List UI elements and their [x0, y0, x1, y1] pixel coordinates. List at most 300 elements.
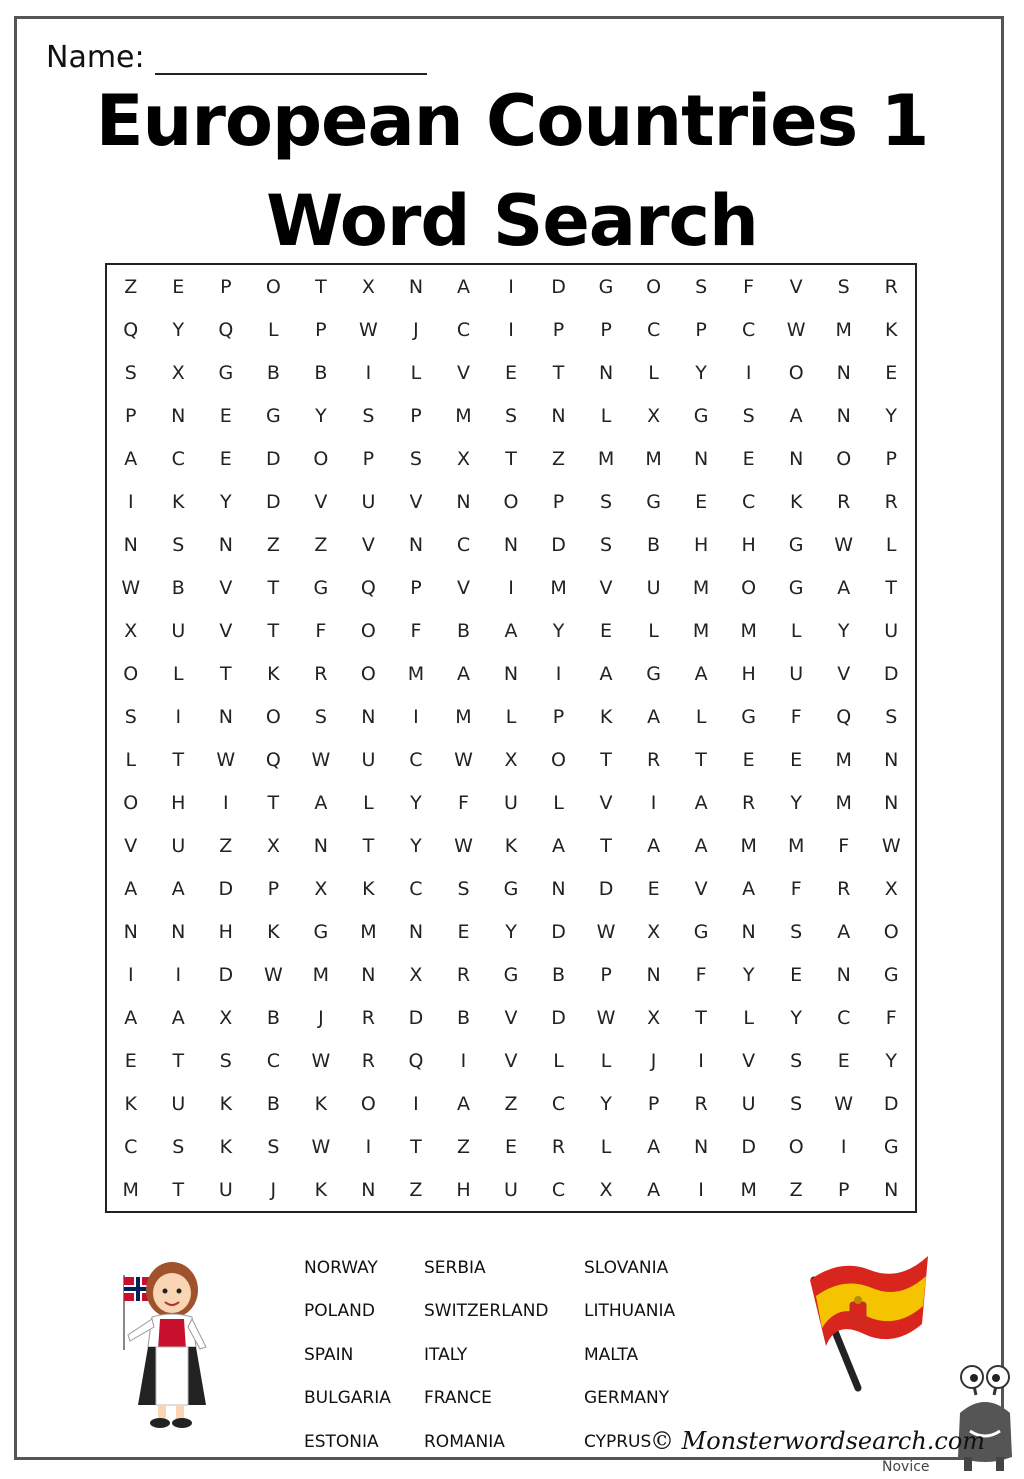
grid-letter[interactable]: S [124, 705, 137, 728]
grid-letter[interactable]: S [695, 275, 708, 298]
grid-letter[interactable]: I [650, 791, 657, 814]
grid-letter[interactable]: K [314, 1178, 328, 1201]
grid-letter[interactable]: A [552, 834, 566, 857]
grid-letter[interactable]: R [456, 963, 471, 986]
grid-letter[interactable]: O [788, 1135, 804, 1158]
grid-letter[interactable]: M [122, 1178, 139, 1201]
grid-letter[interactable]: S [172, 1135, 185, 1158]
grid-letter[interactable]: U [504, 791, 518, 814]
grid-letter[interactable]: P [315, 318, 327, 341]
grid-letter[interactable]: T [267, 791, 280, 814]
grid-letter[interactable]: R [837, 877, 851, 900]
grid-letter[interactable]: A [647, 705, 661, 728]
grid-letter[interactable]: I [555, 662, 562, 685]
grid-letter[interactable]: Q [265, 748, 281, 771]
grid-letter[interactable]: L [600, 1049, 612, 1072]
grid-letter[interactable]: Q [836, 705, 852, 728]
grid-letter[interactable]: F [315, 619, 327, 642]
grid-letter[interactable]: N [598, 361, 614, 384]
grid-letter[interactable]: N [884, 1178, 899, 1201]
grid-letter[interactable]: C [409, 748, 423, 771]
grid-letter[interactable]: N [123, 533, 138, 556]
grid-letter[interactable]: V [314, 490, 328, 513]
grid-letter[interactable]: Y [505, 920, 517, 943]
grid-letter[interactable]: E [219, 404, 232, 427]
grid-letter[interactable]: K [219, 1092, 233, 1115]
grid-letter[interactable]: X [409, 963, 423, 986]
grid-letter[interactable]: Y [552, 619, 565, 642]
grid-letter[interactable]: N [171, 920, 186, 943]
grid-letter[interactable]: V [504, 1049, 518, 1072]
grid-letter[interactable]: A [599, 662, 613, 685]
grid-letter[interactable]: B [551, 963, 566, 986]
grid-letter[interactable]: C [409, 877, 423, 900]
grid-letter[interactable]: X [266, 834, 280, 857]
grid-letter[interactable]: C [456, 318, 471, 341]
grid-letter[interactable]: A [124, 877, 138, 900]
grid-letter[interactable]: Y [695, 361, 707, 384]
grid-letter[interactable]: L [648, 361, 659, 384]
grid-letter[interactable]: R [361, 1006, 375, 1029]
grid-letter[interactable]: S [600, 490, 613, 513]
grid-letter[interactable]: C [646, 318, 661, 341]
grid-letter[interactable]: M [740, 1178, 757, 1201]
grid-letter[interactable]: R [361, 1049, 375, 1072]
grid-letter[interactable]: E [790, 748, 803, 771]
grid-letter[interactable]: W [786, 318, 806, 341]
grid-letter[interactable]: T [600, 748, 612, 771]
grid-letter[interactable]: S [742, 404, 755, 427]
grid-letter[interactable]: P [837, 1178, 850, 1201]
name-field[interactable] [155, 41, 427, 75]
grid-letter[interactable]: C [456, 533, 471, 556]
grid-letter[interactable]: N [408, 920, 424, 943]
grid-letter[interactable]: A [456, 275, 470, 298]
grid-letter[interactable]: S [267, 1135, 280, 1158]
grid-letter[interactable]: V [742, 1049, 756, 1072]
grid-letter[interactable]: E [124, 1049, 137, 1072]
grid-letter[interactable]: N [408, 533, 424, 556]
grid-letter[interactable]: Z [314, 533, 328, 556]
grid-letter[interactable]: E [457, 920, 470, 943]
grid-letter[interactable]: I [508, 576, 514, 599]
grid-letter[interactable]: H [171, 791, 186, 814]
grid-letter[interactable]: O [360, 1092, 376, 1115]
grid-letter[interactable]: S [600, 533, 613, 556]
grid-letter[interactable]: Z [789, 1178, 803, 1201]
grid-letter[interactable]: M [835, 748, 852, 771]
grid-letter[interactable]: S [314, 705, 327, 728]
grid-letter[interactable]: T [695, 748, 707, 771]
grid-letter[interactable]: F [743, 275, 755, 298]
grid-letter[interactable]: E [172, 275, 185, 298]
grid-letter[interactable]: L [790, 619, 802, 642]
grid-letter[interactable]: S [504, 404, 518, 427]
grid-letter[interactable]: W [834, 1092, 854, 1115]
grid-letter[interactable]: T [362, 834, 375, 857]
grid-letter[interactable]: N [551, 877, 566, 900]
grid-letter[interactable]: L [695, 705, 707, 728]
grid-letter[interactable]: G [218, 361, 234, 384]
grid-letter[interactable]: Y [790, 1006, 802, 1029]
grid-letter[interactable]: I [175, 963, 182, 986]
grid-letter[interactable]: Q [218, 318, 234, 341]
grid-letter[interactable]: M [407, 662, 425, 685]
grid-letter[interactable]: L [553, 791, 564, 814]
grid-letter[interactable]: I [745, 361, 752, 384]
grid-letter[interactable]: O [360, 619, 376, 642]
grid-letter[interactable]: D [266, 490, 281, 513]
grid-letter[interactable]: E [695, 490, 708, 513]
grid-letter[interactable]: O [741, 576, 757, 599]
grid-letter[interactable]: M [835, 791, 852, 814]
grid-letter[interactable]: A [171, 1006, 185, 1029]
grid-letter[interactable]: N [361, 705, 376, 728]
grid-letter[interactable]: H [218, 920, 233, 943]
grid-letter[interactable]: D [741, 1135, 756, 1158]
grid-letter[interactable]: D [218, 963, 234, 986]
grid-letter[interactable]: R [646, 748, 661, 771]
grid-letter[interactable]: A [124, 447, 138, 470]
grid-letter[interactable]: L [125, 748, 137, 771]
grid-letter[interactable]: P [410, 404, 422, 427]
grid-letter[interactable]: A [504, 619, 518, 642]
grid-letter[interactable]: G [313, 576, 329, 599]
grid-letter[interactable]: X [171, 361, 185, 384]
grid-letter[interactable]: F [790, 877, 802, 900]
grid-letter[interactable]: L [600, 1135, 612, 1158]
grid-letter[interactable]: S [409, 447, 422, 470]
grid-letter[interactable]: S [172, 533, 185, 556]
grid-letter[interactable]: N [694, 447, 709, 470]
grid-letter[interactable]: Q [360, 576, 376, 599]
grid-letter[interactable]: K [599, 705, 613, 728]
grid-letter[interactable]: A [456, 1092, 470, 1115]
grid-letter[interactable]: L [505, 705, 517, 728]
grid-letter[interactable]: B [266, 361, 280, 384]
grid-letter[interactable]: A [456, 662, 470, 685]
grid-letter[interactable]: N [218, 705, 233, 728]
grid-letter[interactable]: F [838, 834, 850, 857]
grid-letter[interactable]: G [788, 533, 804, 556]
grid-letter[interactable]: A [742, 877, 756, 900]
grid-letter[interactable]: S [885, 705, 898, 728]
grid-letter[interactable]: M [360, 920, 377, 943]
grid-letter[interactable]: G [693, 920, 709, 943]
grid-letter[interactable]: X [647, 920, 661, 943]
grid-letter[interactable]: G [741, 705, 756, 728]
grid-letter[interactable]: K [362, 877, 375, 900]
grid-letter[interactable]: X [599, 1178, 613, 1201]
grid-letter[interactable]: T [695, 1006, 707, 1029]
grid-letter[interactable]: I [698, 1178, 704, 1201]
grid-letter[interactable]: S [219, 1049, 232, 1072]
grid-letter[interactable]: C [551, 1092, 566, 1115]
grid-letter[interactable]: A [314, 791, 328, 814]
grid-letter[interactable]: I [698, 1049, 704, 1072]
grid-letter[interactable]: V [599, 576, 613, 599]
grid-letter[interactable]: L [268, 318, 279, 341]
grid-letter[interactable]: O [123, 662, 139, 685]
grid-letter[interactable]: A [647, 834, 661, 857]
grid-letter[interactable]: A [837, 576, 851, 599]
grid-letter[interactable]: N [741, 920, 756, 943]
grid-letter[interactable]: Y [837, 619, 850, 642]
grid-letter[interactable]: P [552, 318, 565, 341]
grid-letter[interactable]: L [885, 533, 897, 556]
grid-letter[interactable]: N [503, 533, 519, 556]
grid-letter[interactable]: X [504, 748, 518, 771]
grid-letter[interactable]: R [742, 791, 756, 814]
grid-letter[interactable]: B [456, 619, 470, 642]
grid-letter[interactable]: R [884, 275, 898, 298]
grid-letter[interactable]: M [550, 576, 567, 599]
grid-letter[interactable]: P [600, 318, 612, 341]
grid-letter[interactable]: Z [219, 834, 233, 857]
grid-letter[interactable]: M [645, 447, 662, 470]
grid-letter[interactable]: A [789, 404, 803, 427]
grid-letter[interactable]: O [265, 275, 281, 298]
grid-letter[interactable]: R [314, 662, 328, 685]
grid-letter[interactable]: P [647, 1092, 660, 1115]
grid-letter[interactable]: K [314, 1092, 328, 1115]
grid-letter[interactable]: U [884, 619, 899, 642]
grid-letter[interactable]: P [552, 490, 565, 513]
grid-letter[interactable]: U [789, 662, 804, 685]
grid-letter[interactable]: V [504, 1006, 518, 1029]
grid-letter[interactable]: T [172, 1049, 185, 1072]
grid-letter[interactable]: A [694, 834, 708, 857]
grid-letter[interactable]: I [508, 318, 514, 341]
grid-letter[interactable]: O [646, 275, 662, 298]
grid-letter[interactable]: Y [172, 318, 185, 341]
grid-letter[interactable]: W [596, 1006, 616, 1029]
grid-letter[interactable]: E [790, 963, 803, 986]
grid-letter[interactable]: N [171, 404, 186, 427]
grid-letter[interactable]: M [692, 619, 710, 642]
grid-letter[interactable]: W [311, 748, 331, 771]
grid-letter[interactable]: V [124, 834, 138, 857]
grid-letter[interactable]: W [834, 533, 854, 556]
grid-letter[interactable]: K [219, 1135, 233, 1158]
grid-letter[interactable]: Z [552, 447, 566, 470]
grid-letter[interactable]: T [220, 662, 232, 685]
grid-letter[interactable]: I [413, 1092, 419, 1115]
grid-letter[interactable]: H [741, 533, 756, 556]
grid-letter[interactable]: K [267, 920, 280, 943]
grid-letter[interactable]: P [220, 275, 232, 298]
grid-letter[interactable]: B [314, 361, 328, 384]
grid-letter[interactable]: S [124, 361, 137, 384]
grid-letter[interactable]: W [216, 748, 236, 771]
grid-letter[interactable]: M [597, 447, 615, 470]
grid-letter[interactable]: F [458, 791, 469, 814]
grid-letter[interactable]: D [218, 877, 234, 900]
grid-letter[interactable]: D [408, 1006, 424, 1029]
grid-letter[interactable]: G [883, 963, 899, 986]
grid-letter[interactable]: O [503, 490, 519, 513]
grid-letter[interactable]: V [694, 877, 708, 900]
grid-letter[interactable]: V [219, 576, 233, 599]
grid-letter[interactable]: B [266, 1092, 280, 1115]
grid-letter[interactable]: Q [123, 318, 139, 341]
grid-letter[interactable]: Y [315, 404, 327, 427]
grid-letter[interactable]: Y [410, 791, 422, 814]
grid-letter[interactable]: N [361, 1178, 376, 1201]
grid-letter[interactable]: E [885, 361, 898, 384]
grid-letter[interactable]: V [837, 662, 851, 685]
grid-letter[interactable]: D [266, 447, 281, 470]
grid-letter[interactable]: G [598, 275, 614, 298]
grid-letter[interactable]: G [646, 662, 661, 685]
grid-letter[interactable]: H [741, 662, 756, 685]
grid-letter[interactable]: D [598, 877, 614, 900]
grid-letter[interactable]: N [503, 662, 519, 685]
grid-letter[interactable]: F [790, 705, 802, 728]
grid-letter[interactable]: S [837, 275, 850, 298]
grid-letter[interactable]: D [551, 1006, 566, 1029]
grid-letter[interactable]: C [742, 318, 756, 341]
grid-letter[interactable]: N [884, 791, 899, 814]
grid-letter[interactable]: B [171, 576, 185, 599]
grid-letter[interactable]: W [263, 963, 283, 986]
grid-letter[interactable]: E [504, 361, 517, 384]
grid-letter[interactable]: K [172, 490, 185, 513]
grid-letter[interactable]: L [410, 361, 422, 384]
grid-letter[interactable]: G [646, 490, 661, 513]
grid-letter[interactable]: O [551, 748, 566, 771]
grid-letter[interactable]: O [313, 447, 329, 470]
grid-letter[interactable]: N [836, 963, 851, 986]
grid-letter[interactable]: T [267, 619, 280, 642]
grid-letter[interactable]: O [360, 662, 376, 685]
grid-letter[interactable]: I [508, 275, 514, 298]
grid-letter[interactable]: R [551, 1135, 566, 1158]
grid-letter[interactable]: A [124, 1006, 138, 1029]
grid-letter[interactable]: O [883, 920, 899, 943]
grid-letter[interactable]: U [171, 619, 186, 642]
grid-letter[interactable]: K [267, 662, 280, 685]
grid-letter[interactable]: J [270, 1178, 277, 1201]
grid-letter[interactable]: C [171, 447, 185, 470]
grid-letter[interactable]: X [647, 1006, 661, 1029]
grid-letter[interactable]: G [788, 576, 804, 599]
grid-letter[interactable]: V [456, 576, 470, 599]
grid-letter[interactable]: V [456, 361, 470, 384]
grid-letter[interactable]: A [837, 920, 851, 943]
grid-letter[interactable]: W [596, 920, 616, 943]
grid-letter[interactable]: N [789, 447, 804, 470]
grid-letter[interactable]: U [361, 490, 376, 513]
grid-letter[interactable]: B [456, 1006, 470, 1029]
grid-letter[interactable]: Y [885, 1049, 898, 1072]
grid-letter[interactable]: U [218, 1178, 233, 1201]
grid-letter[interactable]: C [837, 1006, 851, 1029]
grid-letter[interactable]: O [788, 361, 804, 384]
grid-letter[interactable]: M [692, 576, 710, 599]
grid-letter[interactable]: T [600, 834, 612, 857]
grid-letter[interactable]: N [456, 490, 471, 513]
grid-letter[interactable]: N [836, 361, 851, 384]
grid-letter[interactable]: N [313, 834, 328, 857]
grid-letter[interactable]: D [883, 662, 899, 685]
grid-letter[interactable]: Y [410, 834, 422, 857]
grid-letter[interactable]: I [223, 791, 229, 814]
grid-letter[interactable]: X [219, 1006, 233, 1029]
grid-letter[interactable]: V [409, 490, 423, 513]
grid-letter[interactable]: V [219, 619, 233, 642]
grid-letter[interactable]: O [123, 791, 139, 814]
grid-letter[interactable]: M [455, 705, 472, 728]
grid-letter[interactable]: Y [742, 963, 755, 986]
grid-letter[interactable]: E [742, 447, 755, 470]
grid-letter[interactable]: G [503, 877, 519, 900]
grid-letter[interactable]: V [789, 275, 803, 298]
grid-letter[interactable]: J [413, 318, 419, 341]
grid-letter[interactable]: G [265, 404, 281, 427]
grid-letter[interactable]: T [552, 361, 565, 384]
grid-letter[interactable]: A [694, 662, 708, 685]
grid-letter[interactable]: D [883, 1092, 899, 1115]
grid-letter[interactable]: S [457, 877, 470, 900]
grid-letter[interactable]: B [266, 1006, 280, 1029]
grid-letter[interactable]: N [551, 404, 566, 427]
grid-letter[interactable]: U [171, 1092, 186, 1115]
grid-letter[interactable]: P [410, 576, 422, 599]
grid-letter[interactable]: U [504, 1178, 518, 1201]
grid-letter[interactable]: K [504, 834, 518, 857]
grid-letter[interactable]: N [884, 748, 899, 771]
grid-letter[interactable]: E [837, 1049, 850, 1072]
grid-letter[interactable]: Z [504, 1092, 518, 1115]
grid-letter[interactable]: R [884, 490, 898, 513]
grid-letter[interactable]: M [740, 619, 757, 642]
grid-letter[interactable]: V [361, 533, 375, 556]
grid-letter[interactable]: W [121, 576, 141, 599]
grid-letter[interactable]: G [503, 963, 519, 986]
grid-letter[interactable]: M [787, 834, 805, 857]
grid-letter[interactable]: I [840, 1135, 847, 1158]
grid-letter[interactable]: U [741, 1092, 756, 1115]
grid-letter[interactable]: T [172, 1178, 185, 1201]
grid-letter[interactable]: X [884, 877, 898, 900]
grid-letter[interactable]: S [362, 404, 375, 427]
grid-letter[interactable]: G [883, 1135, 899, 1158]
grid-letter[interactable]: S [790, 1092, 803, 1115]
grid-letter[interactable]: N [218, 533, 233, 556]
grid-letter[interactable]: Q [408, 1049, 424, 1072]
grid-letter[interactable]: X [361, 275, 375, 298]
grid-letter[interactable]: M [835, 318, 852, 341]
grid-letter[interactable]: N [123, 920, 138, 943]
grid-letter[interactable]: Z [456, 1135, 470, 1158]
grid-letter[interactable]: X [647, 404, 661, 427]
grid-letter[interactable]: P [267, 877, 280, 900]
grid-letter[interactable]: R [837, 490, 851, 513]
grid-letter[interactable]: E [504, 1135, 517, 1158]
grid-letter[interactable]: F [885, 1006, 897, 1029]
grid-letter[interactable]: L [172, 662, 184, 685]
grid-letter[interactable]: P [125, 404, 137, 427]
grid-letter[interactable]: P [552, 705, 565, 728]
grid-letter[interactable]: X [124, 619, 138, 642]
grid-letter[interactable]: V [599, 791, 613, 814]
grid-letter[interactable]: T [885, 576, 898, 599]
grid-letter[interactable]: L [743, 1006, 754, 1029]
grid-letter[interactable]: C [124, 1135, 138, 1158]
grid-letter[interactable]: P [362, 447, 375, 470]
grid-letter[interactable]: U [171, 834, 186, 857]
